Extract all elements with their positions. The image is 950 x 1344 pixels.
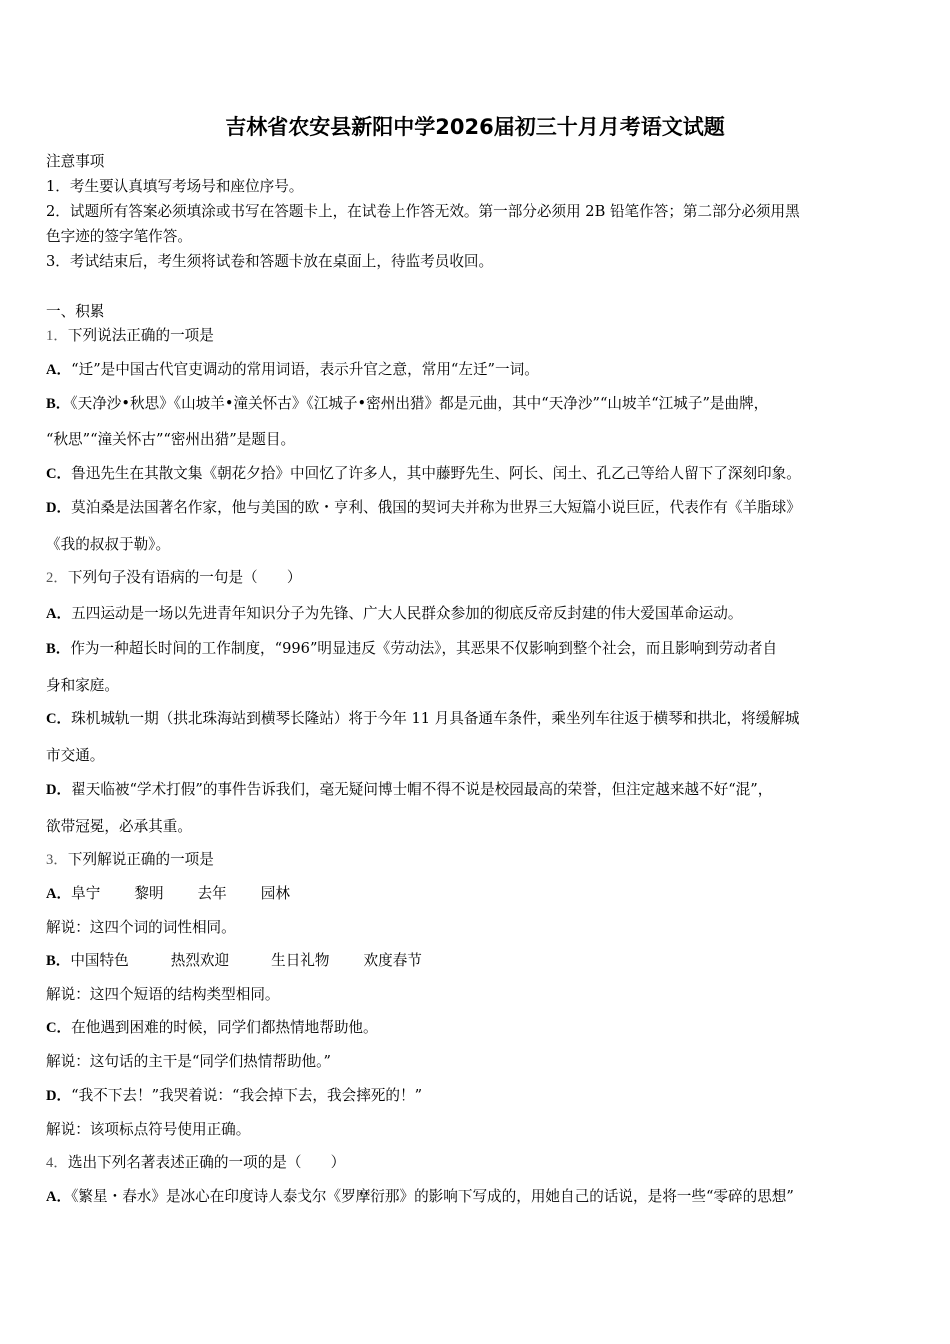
question-text: 下列句子没有语病的一句是（ ）	[67, 569, 302, 586]
question-text: 下列说法正确的一项是	[67, 327, 214, 344]
option-label: D．	[46, 500, 72, 516]
option-label: D．	[46, 1088, 72, 1104]
word: 阜宁	[71, 885, 101, 902]
option-text: 《天净沙•秋思》《山坡羊•潼关怀古》《江城子•密州出猎》都是元曲，其中“天净沙”“山坡羊“江城子”是曲牌，	[70, 395, 769, 412]
phrase: 热烈欢迎	[170, 952, 230, 969]
section-heading: 一、积累	[46, 303, 105, 320]
word: 园林	[260, 885, 290, 902]
question-number: 3．	[46, 852, 68, 868]
option-label: C．	[46, 1020, 72, 1036]
q1-option-c	[46, 464, 904, 484]
option-label: D．	[46, 782, 72, 798]
q3-option-d-explanation: 解说：该项标点符号使用正确。	[46, 1121, 251, 1138]
option-label: B．	[46, 396, 71, 412]
q3-option-d	[46, 1086, 904, 1106]
option-text: “迁”是中国古代官吏调动的常用词语，表示升官之意，常用“左迁”一词。	[71, 361, 539, 378]
question-number: 1．	[46, 328, 68, 344]
q1-option-d	[46, 498, 904, 518]
question-number: 2．	[46, 570, 68, 586]
question-2-stem	[46, 568, 904, 588]
option-label: A．	[46, 606, 72, 622]
option-text: 在他遇到困难的时候，同学们都热情地帮助他。	[71, 1019, 378, 1036]
question-text: 下列解说正确的一项是	[67, 851, 214, 868]
exam-title: 吉林省农安县新阳中学2026届初三十月月考语文试题	[225, 115, 725, 139]
phrase: 生日礼物	[271, 952, 330, 969]
option-text: 莫泊桑是法国著名作家，他与美国的欧・亨利、俄国的契诃夫并称为世界三大短篇小说巨匠，代表作有《羊脂球》	[71, 499, 801, 516]
q2-option-c	[46, 709, 904, 729]
q1-option-b	[46, 394, 904, 414]
q3-option-a	[46, 884, 904, 904]
q3-option-b-explanation: 解说：这四个短语的结构类型相同。	[46, 986, 280, 1003]
q2-option-d	[46, 780, 904, 800]
q1-option-a	[46, 360, 904, 380]
option-label: A．	[46, 362, 72, 378]
phrase: 欢度春节	[363, 952, 422, 969]
question-1-stem	[46, 326, 904, 346]
option-label: B．	[46, 953, 71, 969]
option-label: A．	[46, 886, 72, 902]
option-label: C．	[46, 466, 72, 482]
question-text: 选出下列名著表述正确的一项的是（ ）	[67, 1154, 346, 1171]
q3-option-c	[46, 1018, 904, 1038]
notice-heading: 注意事项	[46, 153, 105, 170]
option-text: 五四运动是一场以先进青年知识分子为先锋、广大人民群众参加的彻底反帝反封建的伟大爱国革命运动。	[71, 605, 743, 622]
option-text: 《繁星・春水》是冰心在印度诗人泰戈尔《罗摩衍那》的影响下写成的，用她自己的话说，是将一些“零碎的思想”	[71, 1188, 794, 1205]
notice-item-3: 3．考试结束后，考生须将试卷和答题卡放在桌面上，待监考员收回。	[46, 253, 494, 270]
question-4-stem	[46, 1153, 904, 1173]
question-3-stem	[46, 850, 904, 870]
option-text: 翟天临被“学术打假”的事件告诉我们，毫无疑问博士帽不得不说是校园最高的荣誉，但注定越来越不好“混”，	[71, 781, 773, 798]
q1-option-b-cont: “秋思”“潼关怀古”“密州出猎”是题目。	[46, 431, 296, 448]
q2-option-a	[46, 604, 904, 624]
option-text: “我不下去！”我哭着说：“我会掉下去，我会摔死的！”	[71, 1087, 423, 1104]
question-number: 4．	[46, 1155, 68, 1171]
q3-option-b	[46, 951, 904, 971]
option-text: 鲁迅先生在其散文集《朝花夕拾》中回忆了许多人，其中藤野先生、阿长、闰土、孔乙己等给人留下了深刻印象。	[71, 465, 801, 482]
q3-option-a-explanation: 解说：这四个词的词性相同。	[46, 919, 236, 936]
q2-option-c-cont: 市交通。	[46, 747, 105, 764]
option-label: B．	[46, 641, 71, 657]
phrase: 中国特色	[70, 952, 129, 969]
q3-option-c-explanation: 解说：这句话的主干是“同学们热情帮助他。”	[46, 1053, 331, 1070]
word: 黎明	[134, 885, 164, 902]
option-text: 作为一种超长时间的工作制度，“996”明显违反《劳动法》，其恶果不仅影响到整个社会，而且影响到劳动者自	[70, 640, 778, 657]
q1-option-d-cont: 《我的叔叔于勒》。	[46, 536, 171, 553]
q4-option-a	[46, 1187, 904, 1207]
option-label: C．	[46, 711, 72, 727]
option-label: A．	[46, 1189, 72, 1205]
notice-item-1: 1．考生要认真填写考场号和座位序号。	[46, 178, 304, 195]
notice-item-2-cont: 色字迹的签字笔作答。	[46, 228, 192, 245]
notice-item-2: 2．试题所有答案必须填涂或书写在答题卡上，在试卷上作答无效。第一部分必须用 2B 铅笔作答；第二部分必须用黑	[46, 203, 800, 220]
option-text: 珠机城轨一期（拱北珠海站到横琴长隆站）将于今年 11 月具备通车条件，乘坐列车往返于横琴和拱北，将缓解城	[71, 710, 800, 727]
q2-option-b-cont: 身和家庭。	[46, 677, 119, 694]
q2-option-b	[46, 639, 904, 659]
word: 去年	[197, 885, 227, 902]
q2-option-d-cont: 欲带冠冕，必承其重。	[46, 818, 192, 835]
